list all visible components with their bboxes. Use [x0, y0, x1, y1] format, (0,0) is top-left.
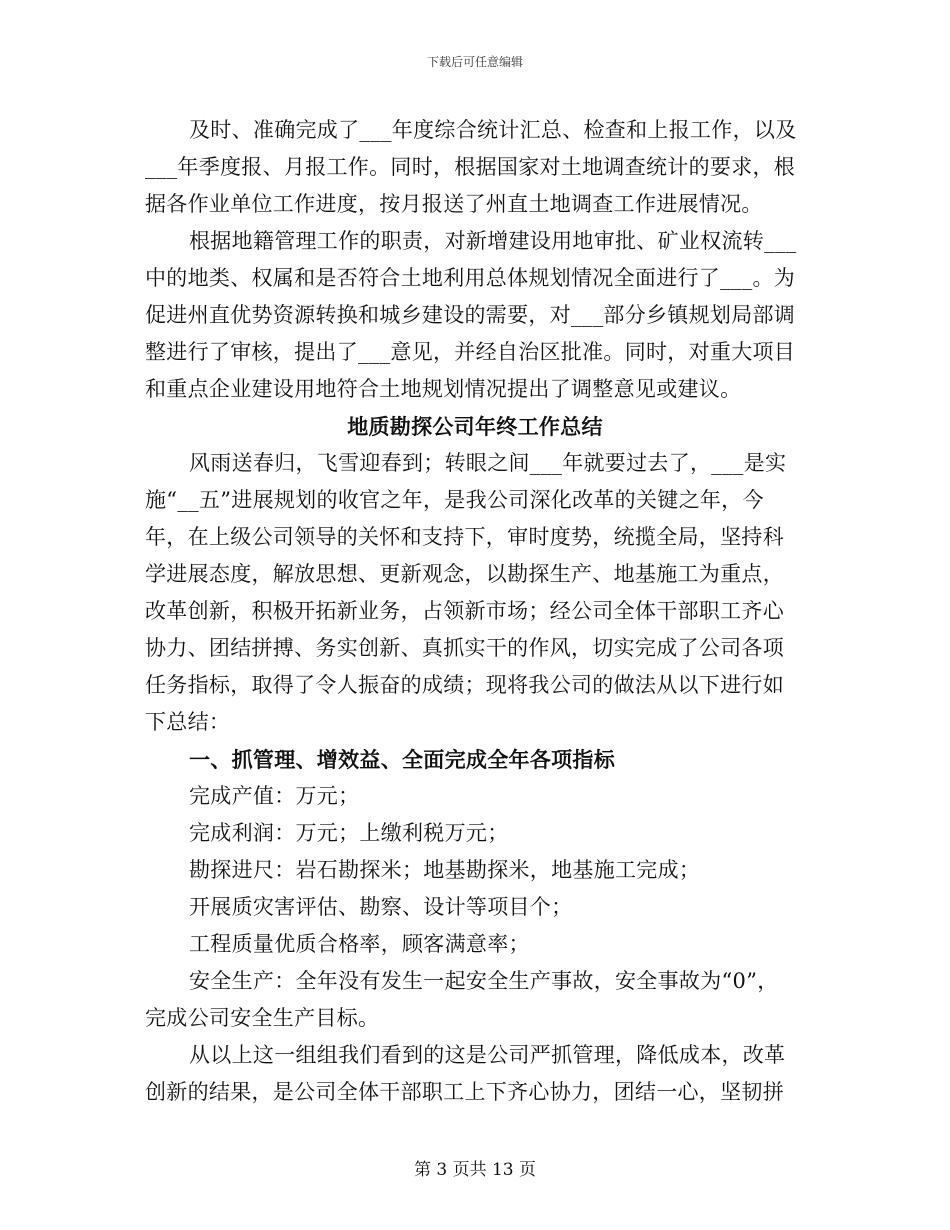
- list-item: 完成产值：万元；: [189, 784, 360, 808]
- paragraph-line: 学进展态度，解放思想、更新观念，以勘探生产、地基施工为重点，: [145, 562, 784, 586]
- paragraph-line: 整进行了审核，提出了___意见，并经自治区批准。同时，对重大项目: [145, 340, 796, 364]
- document-title: 地质勘探公司年终工作总结: [347, 414, 603, 439]
- paragraph-line: 任务指标，取得了令人振奋的成绩；现将我公司的做法从以下进行如: [145, 673, 784, 697]
- paragraph-line: 改革创新，积极开拓新业务，占领新市场；经公司全体干部职工齐心: [145, 599, 784, 623]
- paragraph-line: 施“__五”进展规划的收官之年，是我公司深化改革的关键之年，今: [145, 488, 764, 512]
- list-item: 勘探进尺：岩石勘探米；地基勘探米，地基施工完成；: [189, 858, 701, 882]
- paragraph-line: 据各作业单位工作进度，按月报送了州直土地调查工作进展情况。: [145, 192, 763, 216]
- paragraph-line: 促进州直优势资源转换和城乡建设的需要，对___部分乡镇规划局部调: [145, 303, 796, 327]
- paragraph-line: ___年季度报、月报工作。同时，根据国家对土地调查统计的要求，根: [145, 155, 796, 179]
- page-footer: 第 3 页共 13 页: [413, 1160, 537, 1180]
- paragraph-line: 年，在上级公司领导的关怀和支持下，审时度势，统揽全局，坚持科: [145, 525, 784, 549]
- list-item: 完成利润：万元；上缴利税万元；: [189, 821, 509, 845]
- paragraph-line: 及时、准确完成了___年度综合统计汇总、检查和上报工作，以及: [189, 118, 797, 142]
- paragraph-line: 中的地类、权属和是否符合土地利用总体规划情况全面进行了___。为: [145, 266, 796, 290]
- list-item: 安全生产：全年没有发生一起安全生产事故，安全事故为“0”，: [189, 969, 779, 993]
- section-heading: 一、抓管理、增效益、全面完成全年各项指标: [189, 747, 615, 772]
- paragraph-line: 下总结：: [145, 710, 231, 734]
- list-item: 工程质量优质合格率，顾客满意率；: [189, 932, 530, 956]
- paragraph-line: 完成公司安全生产目标。: [145, 1006, 380, 1030]
- list-item: 开展质灾害评估、勘察、设计等项目个；: [189, 895, 573, 919]
- page-header: 下载后可任意编辑: [426, 55, 523, 69]
- paragraph-line: 根据地籍管理工作的职责，对新增建设用地审批、矿业权流转___: [189, 229, 797, 253]
- document-body: [145, 112, 805, 1111]
- paragraph-line: 风雨送春归，飞雪迎春到；转眼之间___年就要过去了，___是实: [189, 451, 787, 475]
- paragraph-line: 和重点企业建设用地符合土地规划情况提出了调整意见或建议。: [145, 377, 742, 401]
- paragraph-line: 创新的结果，是公司全体干部职工上下齐心协力，团结一心，坚韧拼: [145, 1080, 784, 1104]
- paragraph-line: 协力、团结拼搏、务实创新、真抓实干的作风，切实完成了公司各项: [145, 636, 784, 660]
- paragraph-line: 从以上这一组组我们看到的这是公司严抓管理，降低成本，改革: [189, 1043, 786, 1067]
